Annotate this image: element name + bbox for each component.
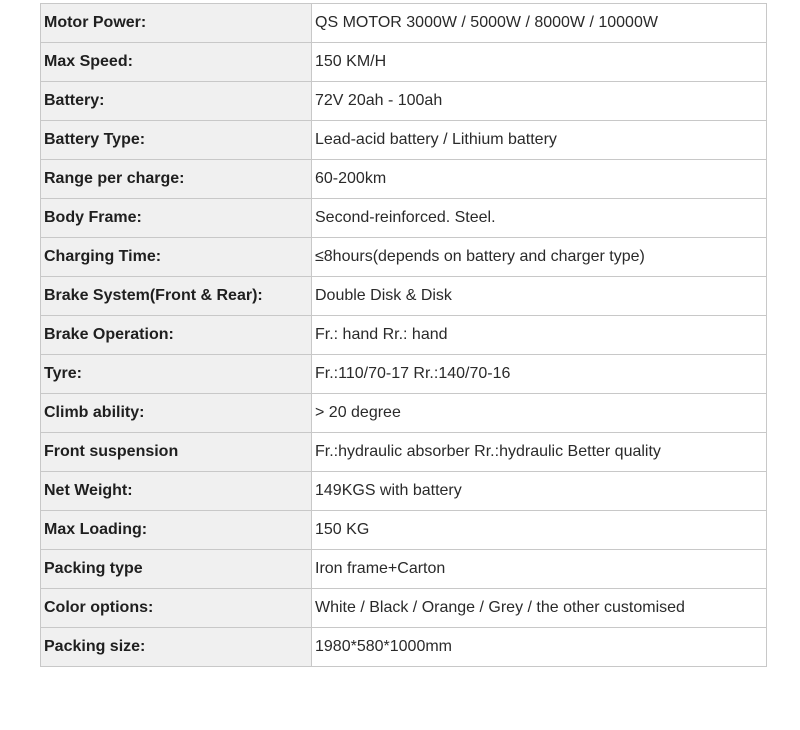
- spec-row: [41, 316, 767, 355]
- spec-value: 60-200km: [312, 160, 767, 199]
- spec-label: Max Loading:: [41, 511, 312, 550]
- spec-label: Packing size:: [41, 628, 312, 667]
- spec-label: Motor Power:: [41, 4, 312, 43]
- spec-row: [41, 355, 767, 394]
- spec-label: Battery Type:: [41, 121, 312, 160]
- spec-value: Second-reinforced. Steel.: [312, 199, 767, 238]
- spec-row: [41, 199, 767, 238]
- spec-label: Charging Time:: [41, 238, 312, 277]
- spec-label: Tyre:: [41, 355, 312, 394]
- spec-row: [41, 511, 767, 550]
- spec-label: Climb ability:: [41, 394, 312, 433]
- spec-value: 150 KM/H: [312, 43, 767, 82]
- spec-label: Front suspension: [41, 433, 312, 472]
- spec-value: Iron frame+Carton: [312, 550, 767, 589]
- spec-label: Brake System(Front & Rear):: [41, 277, 312, 316]
- spec-value: 72V 20ah - 100ah: [312, 82, 767, 121]
- spec-row: [41, 589, 767, 628]
- spec-value: White / Black / Orange / Grey / the other customised: [312, 589, 767, 628]
- spec-value: Fr.:110/70-17 Rr.:140/70-16: [312, 355, 767, 394]
- spec-value: 1980*580*1000mm: [312, 628, 767, 667]
- spec-row: [41, 82, 767, 121]
- spec-label: Packing type: [41, 550, 312, 589]
- spec-row: [41, 43, 767, 82]
- spec-value: Lead-acid battery / Lithium battery: [312, 121, 767, 160]
- spec-label: Max Speed:: [41, 43, 312, 82]
- spec-row: [41, 472, 767, 511]
- spec-row: [41, 160, 767, 199]
- spec-label: Battery:: [41, 82, 312, 121]
- spec-table: [40, 3, 767, 667]
- spec-row: [41, 238, 767, 277]
- spec-row: [41, 4, 767, 43]
- spec-value: QS MOTOR 3000W / 5000W / 8000W / 10000W: [312, 4, 767, 43]
- spec-row: [41, 628, 767, 667]
- spec-label: Color options:: [41, 589, 312, 628]
- spec-label: Net Weight:: [41, 472, 312, 511]
- spec-value: Double Disk & Disk: [312, 277, 767, 316]
- spec-label: Body Frame:: [41, 199, 312, 238]
- spec-row: [41, 121, 767, 160]
- spec-table-body: [41, 4, 767, 667]
- spec-value: 149KGS with battery: [312, 472, 767, 511]
- spec-value: Fr.: hand Rr.: hand: [312, 316, 767, 355]
- spec-row: [41, 433, 767, 472]
- spec-row: [41, 394, 767, 433]
- spec-value: > 20 degree: [312, 394, 767, 433]
- spec-value: ≤8hours(depends on battery and charger type): [312, 238, 767, 277]
- spec-row: [41, 277, 767, 316]
- spec-value: 150 KG: [312, 511, 767, 550]
- spec-label: Brake Operation:: [41, 316, 312, 355]
- spec-value: Fr.:hydraulic absorber Rr.:hydraulic Better quality: [312, 433, 767, 472]
- spec-label: Range per charge:: [41, 160, 312, 199]
- spec-row: [41, 550, 767, 589]
